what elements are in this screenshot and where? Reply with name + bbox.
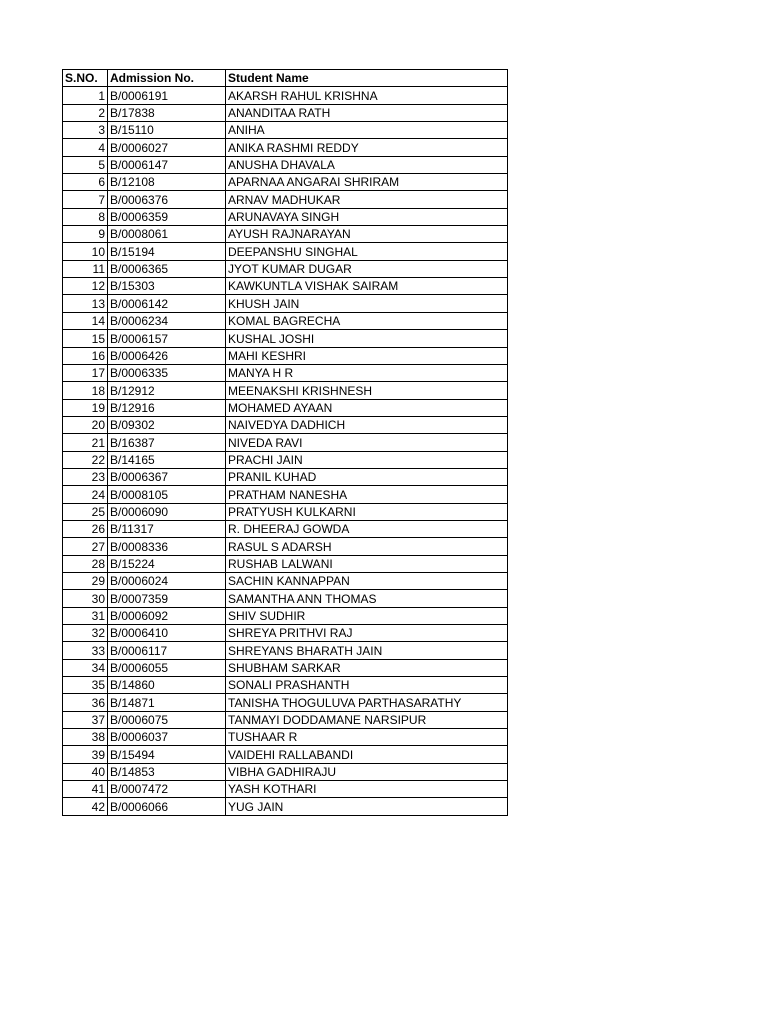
admission-no-cell: B/0006027 (108, 139, 226, 156)
table-row (63, 503, 508, 520)
table-row (63, 520, 508, 537)
admission-no-cell: B/0006376 (108, 191, 226, 208)
admission-no-cell: B/14871 (108, 694, 226, 711)
student-name-cell: PRATHAM NANESHA (226, 486, 508, 503)
sno-cell: 10 (63, 243, 108, 260)
table-header (63, 70, 508, 87)
admission-no-cell: B/0006117 (108, 642, 226, 659)
table-row (63, 104, 508, 121)
admission-no-cell: B/16387 (108, 434, 226, 451)
admission-no-cell: B/15224 (108, 555, 226, 572)
table-row (63, 191, 508, 208)
sno-cell: 5 (63, 156, 108, 173)
student-name-cell: JYOT KUMAR DUGAR (226, 260, 508, 277)
table-row (63, 278, 508, 295)
admission-no-cell: B/0006090 (108, 503, 226, 520)
admission-no-cell: B/14165 (108, 451, 226, 468)
sno-cell: 27 (63, 538, 108, 555)
sno-cell: 23 (63, 468, 108, 485)
sno-cell: 12 (63, 278, 108, 295)
admission-no-cell: B/0006142 (108, 295, 226, 312)
student-name-cell: ARNAV MADHUKAR (226, 191, 508, 208)
sno-cell: 28 (63, 555, 108, 572)
student-name-cell: ANIHA (226, 122, 508, 139)
sno-cell: 6 (63, 174, 108, 191)
student-name-cell: SHIV SUDHIR (226, 607, 508, 624)
sno-cell: 39 (63, 746, 108, 763)
sno-cell: 8 (63, 208, 108, 225)
table-row (63, 468, 508, 485)
admission-no-cell: B/0006234 (108, 312, 226, 329)
student-name-cell: KUSHAL JOSHI (226, 330, 508, 347)
admission-no-cell: B/0006037 (108, 729, 226, 746)
admission-no-cell: B/0006157 (108, 330, 226, 347)
sno-cell: 4 (63, 139, 108, 156)
student-list-table (62, 69, 508, 816)
student-name-cell: MANYA H R (226, 364, 508, 381)
sno-cell: 26 (63, 520, 108, 537)
student-name-cell: MOHAMED AYAAN (226, 399, 508, 416)
header-row (63, 70, 508, 87)
table-row (63, 139, 508, 156)
sno-cell: 24 (63, 486, 108, 503)
table-row (63, 243, 508, 260)
sno-cell: 3 (63, 122, 108, 139)
table-row (63, 434, 508, 451)
table-row (63, 174, 508, 191)
student-name-cell: ANANDITAA RATH (226, 104, 508, 121)
admission-no-cell: B/0007359 (108, 590, 226, 607)
student-name-cell: ANUSHA DHAVALA (226, 156, 508, 173)
student-name-cell: ANIKA RASHMI REDDY (226, 139, 508, 156)
table-row (63, 625, 508, 642)
admission-no-cell: B/0006024 (108, 572, 226, 589)
sno-cell: 30 (63, 590, 108, 607)
student-name-cell: AYUSH RAJNARAYAN (226, 226, 508, 243)
sno-cell: 21 (63, 434, 108, 451)
student-name-cell: KAWKUNTLA VISHAK SAIRAM (226, 278, 508, 295)
admission-no-cell: B/0006092 (108, 607, 226, 624)
sno-cell: 11 (63, 260, 108, 277)
admission-no-cell: B/15194 (108, 243, 226, 260)
student-name-cell: NAIVEDYA DADHICH (226, 416, 508, 433)
student-name-cell: TANISHA THOGULUVA PARTHASARATHY (226, 694, 508, 711)
admission-no-cell: B/0006365 (108, 260, 226, 277)
table-row (63, 729, 508, 746)
student-name-cell: DEEPANSHU SINGHAL (226, 243, 508, 260)
sno-cell: 19 (63, 399, 108, 416)
admission-no-cell: B/09302 (108, 416, 226, 433)
table-row (63, 260, 508, 277)
student-name-cell: SAMANTHA ANN THOMAS (226, 590, 508, 607)
student-name-cell: VIBHA GADHIRAJU (226, 763, 508, 780)
student-name-cell: PRACHI JAIN (226, 451, 508, 468)
sno-cell: 14 (63, 312, 108, 329)
student-name-cell: KHUSH JAIN (226, 295, 508, 312)
sno-cell: 42 (63, 798, 108, 815)
student-name-cell: PRATYUSH KULKARNI (226, 503, 508, 520)
admission-no-cell: B/12108 (108, 174, 226, 191)
student-name-cell: AKARSH RAHUL KRISHNA (226, 87, 508, 104)
admission-no-cell: B/0006147 (108, 156, 226, 173)
table-row (63, 364, 508, 381)
student-name-cell: SHUBHAM SARKAR (226, 659, 508, 676)
student-name-cell: MEENAKSHI KRISHNESH (226, 382, 508, 399)
student-name-cell: TANMAYI DODDAMANE NARSIPUR (226, 711, 508, 728)
table-row (63, 555, 508, 572)
sno-cell: 15 (63, 330, 108, 347)
admission-no-cell: B/0008336 (108, 538, 226, 555)
sno-cell: 29 (63, 572, 108, 589)
table-row (63, 538, 508, 555)
table-row (63, 798, 508, 815)
header-sno: S.NO. (63, 70, 108, 87)
student-name-cell: KOMAL BAGRECHA (226, 312, 508, 329)
table-row (63, 399, 508, 416)
table-row (63, 451, 508, 468)
sno-cell: 7 (63, 191, 108, 208)
sno-cell: 31 (63, 607, 108, 624)
student-name-cell: VAIDEHI RALLABANDI (226, 746, 508, 763)
sno-cell: 9 (63, 226, 108, 243)
admission-no-cell: B/0006335 (108, 364, 226, 381)
admission-no-cell: B/14853 (108, 763, 226, 780)
table-row (63, 122, 508, 139)
admission-no-cell: B/0006367 (108, 468, 226, 485)
table-row (63, 659, 508, 676)
sno-cell: 13 (63, 295, 108, 312)
admission-no-cell: B/12912 (108, 382, 226, 399)
table-row (63, 607, 508, 624)
admission-no-cell: B/0006426 (108, 347, 226, 364)
admission-no-cell: B/11317 (108, 520, 226, 537)
sno-cell: 36 (63, 694, 108, 711)
header-admission-no: Admission No. (108, 70, 226, 87)
admission-no-cell: B/14860 (108, 677, 226, 694)
table-row (63, 781, 508, 798)
admission-no-cell: B/12916 (108, 399, 226, 416)
sno-cell: 17 (63, 364, 108, 381)
student-name-cell: SHREYANS BHARATH JAIN (226, 642, 508, 659)
student-name-cell: ARUNAVAYA SINGH (226, 208, 508, 225)
sno-cell: 37 (63, 711, 108, 728)
table-row (63, 226, 508, 243)
sno-cell: 40 (63, 763, 108, 780)
table-row (63, 156, 508, 173)
table-row (63, 572, 508, 589)
admission-no-cell: B/0006066 (108, 798, 226, 815)
admission-no-cell: B/15494 (108, 746, 226, 763)
table-row (63, 694, 508, 711)
student-name-cell: TUSHAAR R (226, 729, 508, 746)
table-row (63, 416, 508, 433)
admission-no-cell: B/17838 (108, 104, 226, 121)
sno-cell: 1 (63, 87, 108, 104)
sno-cell: 34 (63, 659, 108, 676)
table-row (63, 642, 508, 659)
table-row (63, 486, 508, 503)
sno-cell: 22 (63, 451, 108, 468)
admission-no-cell: B/0006191 (108, 87, 226, 104)
admission-no-cell: B/0008061 (108, 226, 226, 243)
admission-no-cell: B/15110 (108, 122, 226, 139)
table-row (63, 312, 508, 329)
admission-no-cell: B/0006075 (108, 711, 226, 728)
admission-no-cell: B/0006410 (108, 625, 226, 642)
student-name-cell: SHREYA PRITHVI RAJ (226, 625, 508, 642)
sno-cell: 20 (63, 416, 108, 433)
admission-no-cell: B/15303 (108, 278, 226, 295)
header-student-name: Student Name (226, 70, 508, 87)
student-name-cell: YUG JAIN (226, 798, 508, 815)
student-name-cell: SACHIN KANNAPPAN (226, 572, 508, 589)
student-name-cell: PRANIL KUHAD (226, 468, 508, 485)
table-row (63, 763, 508, 780)
student-name-cell: RASUL S ADARSH (226, 538, 508, 555)
student-name-cell: MAHI KESHRI (226, 347, 508, 364)
table-row (63, 87, 508, 104)
table-row (63, 295, 508, 312)
admission-no-cell: B/0008105 (108, 486, 226, 503)
student-name-cell: SONALI PRASHANTH (226, 677, 508, 694)
student-name-cell: APARNAA ANGARAI SHRIRAM (226, 174, 508, 191)
sno-cell: 38 (63, 729, 108, 746)
sno-cell: 33 (63, 642, 108, 659)
student-name-cell: YASH KOTHARI (226, 781, 508, 798)
table-row (63, 382, 508, 399)
sno-cell: 2 (63, 104, 108, 121)
table-row (63, 330, 508, 347)
sno-cell: 41 (63, 781, 108, 798)
table-body (63, 87, 508, 815)
admission-no-cell: B/0007472 (108, 781, 226, 798)
table-row (63, 677, 508, 694)
student-name-cell: R. DHEERAJ GOWDA (226, 520, 508, 537)
sno-cell: 16 (63, 347, 108, 364)
admission-no-cell: B/0006359 (108, 208, 226, 225)
table-row (63, 347, 508, 364)
sno-cell: 35 (63, 677, 108, 694)
student-name-cell: RUSHAB LALWANI (226, 555, 508, 572)
sno-cell: 18 (63, 382, 108, 399)
sno-cell: 32 (63, 625, 108, 642)
table-row (63, 711, 508, 728)
sno-cell: 25 (63, 503, 108, 520)
table-row (63, 590, 508, 607)
table-row (63, 208, 508, 225)
table-row (63, 746, 508, 763)
student-name-cell: NIVEDA RAVI (226, 434, 508, 451)
admission-no-cell: B/0006055 (108, 659, 226, 676)
